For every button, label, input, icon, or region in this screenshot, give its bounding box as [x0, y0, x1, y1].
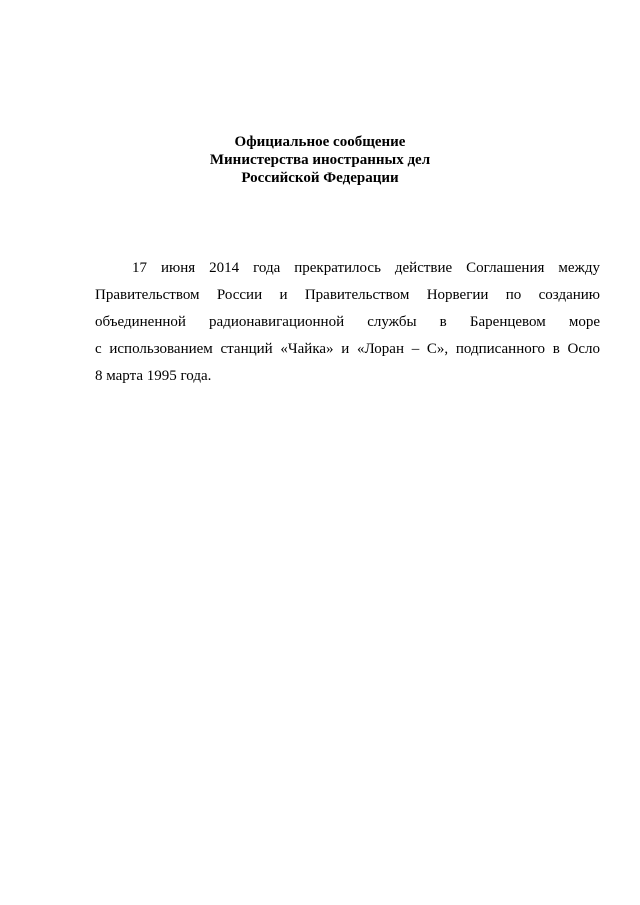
heading-line-3: Российской Федерации	[241, 170, 399, 186]
paragraph-line-2: Правительством России и Правительством Норвегии по созданию	[95, 287, 600, 303]
heading-line-2: Министерства иностранных дел	[209, 152, 431, 168]
announcement-paragraph	[95, 255, 600, 390]
paragraph-line-1: 17 июня 2014 года прекратилось действие Соглашения между	[132, 260, 600, 276]
paragraph-line-4: с использованием станций «Чайка» и «Лоран – С», подписанного в Осло	[95, 341, 600, 357]
heading-line-1: Официальное сообщение	[234, 134, 406, 150]
paragraph-line-3: объединенной радионавигационной службы в Баренцевом море	[95, 314, 600, 330]
document-heading	[0, 133, 640, 187]
paragraph-line-5: 8 марта 1995 года.	[95, 368, 212, 384]
